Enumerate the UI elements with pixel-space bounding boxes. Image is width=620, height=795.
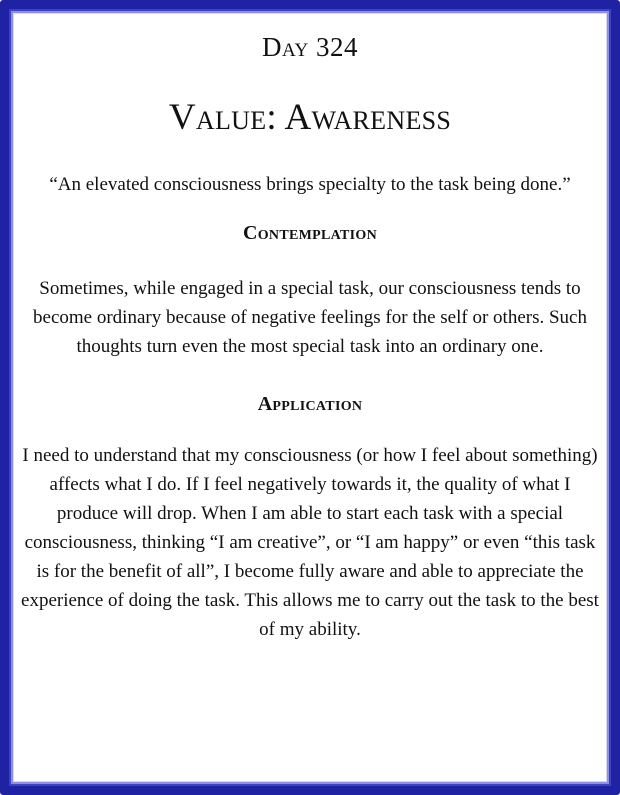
application-text: I need to understand that my consciousness (or how I feel about something) affects what I do. If I feel negatively towards it, the quality of what I produce will drop. When I am able to start each task with a special consciousness, thinking “I am creative”, or “I am happy” or even “this task is for the benefit of all”, I become fully aware and able to appreciate the experience of doing the task. This allows me to carry out the task to the best of my ability. (21, 445, 599, 640)
day-number: Day 324 (262, 32, 358, 62)
application-heading: Application (257, 393, 363, 415)
page-content (14, 0, 606, 644)
page-title: Value: Awareness (168, 97, 452, 138)
contemplation-text: Sometimes, while engaged in a special task, our consciousness tends to become ordinary because of negative feelings for the self or others. Such thoughts turn even the most special task into an ordinary one. (33, 278, 587, 357)
contemplation-heading: Contemplation (243, 222, 377, 244)
quote-text: “An elevated consciousness brings specialty to the task being done.” (49, 174, 571, 195)
